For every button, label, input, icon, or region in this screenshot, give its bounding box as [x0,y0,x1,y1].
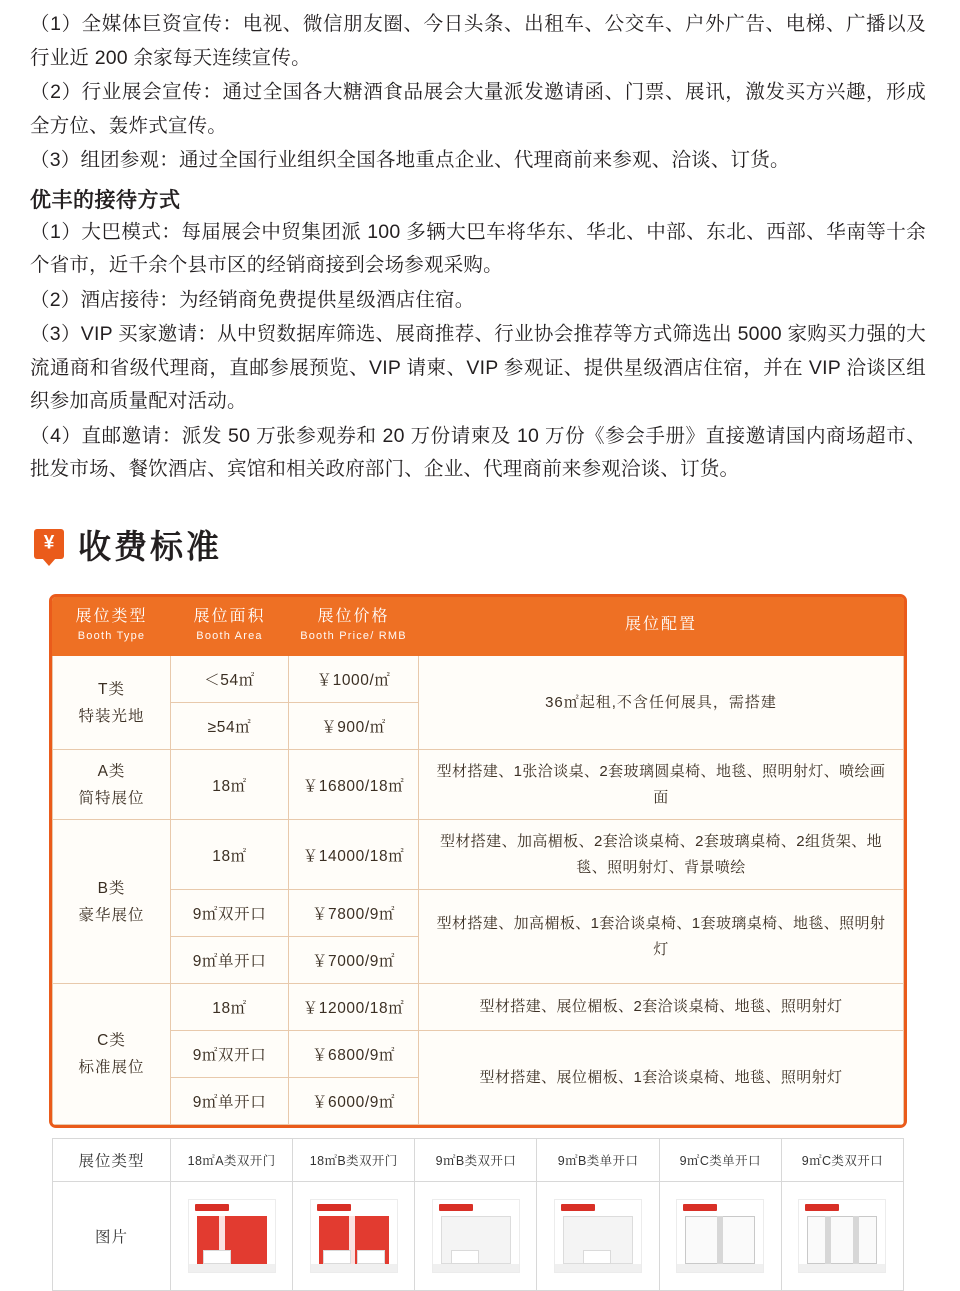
gallery-image-row [53,1182,904,1291]
cell-price: ￥6800/9㎡ [289,1031,419,1078]
cell-price: ￥7000/9㎡ [289,937,419,984]
cell-config-c2: 型材搭建、展位楣板、1套洽谈桌椅、地毯、照明射灯 [419,1031,904,1125]
booth-photo-4 [537,1182,659,1291]
cell-type-a: A类 简特展位 [53,750,171,820]
cell-area: 18㎡ [171,984,289,1031]
paragraph-hotel-reception: （2）酒店接待：为经销商免费提供星级酒店住宿。 [30,288,475,311]
cell-price: ￥16800/18㎡ [289,750,419,820]
col-booth-price: 展位价格 Booth Price/ RMB [289,597,419,655]
gallery-col-6: 9㎡C类双开口 [781,1139,903,1182]
cell-config-b1: 型材搭建、加高楣板、2套洽谈桌椅、2套玻璃桌椅、2组货架、地毯、照明射灯、背景喷绘 [419,820,904,890]
cell-config-a: 型材搭建、1张洽谈桌、2套玻璃圆桌椅、地毯、照明射灯、喷绘画面 [419,750,904,820]
table-row [53,820,904,890]
paragraph-group-visit: （3）组团参观：通过全国行业组织全国各地重点企业、代理商前来参观、洽谈、订货。 [30,149,790,172]
cell-config-b2: 型材搭建、加高楣板、1套洽谈桌椅、1套玻璃桌椅、地毯、照明射灯 [419,890,904,984]
gallery-label-image: 图片 [53,1182,171,1291]
cell-price: ￥1000/㎡ [289,656,419,703]
cell-area: 18㎡ [171,820,289,890]
cell-price: ￥12000/18㎡ [289,984,419,1031]
gallery-col-3: 9㎡B类双开口 [415,1139,537,1182]
section-heading-reception: 优丰的接待方式 [30,188,181,212]
cell-area: ＜54㎡ [171,656,289,703]
cell-area: ≥54㎡ [171,703,289,750]
paragraph-expo-promotion: （2）行业展会宣传：通过全国各大糖酒食品展会大量派发邀请函、门票、展讯，激发买方兴趣，形成全方位、轰炸式宣传。 [30,81,926,137]
cell-area: 9㎡单开口 [171,1078,289,1125]
paragraph-direct-mail: （4）直邮邀请：派发 50 万张参观券和 20 万份请柬及 10 万份《参会手册》直接邀请国内商场超市、批发市场、餐饮酒店、宾馆和相关政府部门、企业、代理商前来参观洽谈、订货。 [30,424,926,481]
paragraph-bus-mode: （1）大巴模式：每届展会中贸集团派 100 多辆大巴车将华东、华北、中部、东北、西部、华南等十余个省市，近千余个县市区的经销商接到会场参观采购。 [30,220,926,277]
booth-photo-3 [415,1182,537,1291]
cell-area: 9㎡单开口 [171,937,289,984]
booth-photo-6 [781,1182,903,1291]
price-table [49,594,907,1128]
gallery-col-2: 18㎡B类双开门 [293,1139,415,1182]
cell-area: 9㎡双开口 [171,1031,289,1078]
cell-price: ￥7800/9㎡ [289,890,419,937]
gallery-col-4: 9㎡B类单开口 [537,1139,659,1182]
paragraph-media-promotion: （1）全媒体巨资宣传：电视、微信朋友圈、今日头条、出租车、公交车、户外广告、电梯、广播以及行业近 200 余家每天连续宣传。 [30,13,926,69]
gallery-col-1: 18㎡A类双开门 [171,1139,293,1182]
cell-config-c1: 型材搭建、展位楣板、2套洽谈桌椅、地毯、照明射灯 [419,984,904,1031]
table-header-row [53,597,904,655]
gallery-header-row [53,1139,904,1182]
table-row [53,656,904,703]
cell-price: ￥900/㎡ [289,703,419,750]
cell-area: 18㎡ [171,750,289,820]
gallery-label-type: 展位类型 [53,1139,171,1182]
table-row [53,984,904,1031]
cell-type-b: B类 豪华展位 [53,820,171,984]
col-booth-config: 展位配置 [419,597,904,655]
booth-photo-1 [171,1182,293,1291]
yen-badge-icon [34,529,64,559]
table-row [53,1031,904,1078]
cell-price: ￥14000/18㎡ [289,820,419,890]
cell-price: ￥6000/9㎡ [289,1078,419,1125]
page-title-text: 收费标准 [78,527,222,565]
col-booth-type: 展位类型 Booth Type [53,597,171,655]
booth-photo-2 [293,1182,415,1291]
gallery-col-5: 9㎡C类单开口 [659,1139,781,1182]
booth-gallery [52,1138,904,1291]
cell-config-t: 36㎡起租,不含任何展具，需搭建 [419,656,904,750]
booth-photo-5 [659,1182,781,1291]
cell-type-c: C类 标准展位 [53,984,171,1125]
table-row [53,750,904,820]
cell-type-t: T类 特装光地 [53,656,171,750]
table-row [53,890,904,937]
cell-area: 9㎡双开口 [171,890,289,937]
page-title [34,521,926,568]
col-booth-area: 展位面积 Booth Area [171,597,289,655]
paragraph-vip-invitation: （3）VIP 买家邀请：从中贸数据库筛选、展商推荐、行业协会推荐等方式筛选出 5000 家购买力强的大流通商和省级代理商，直邮参展预览、VIP 请柬、VIP 参观证、提供星级酒店住宿，并在 VIP 洽谈区组织参加高质量配对活动。 [30,323,926,413]
